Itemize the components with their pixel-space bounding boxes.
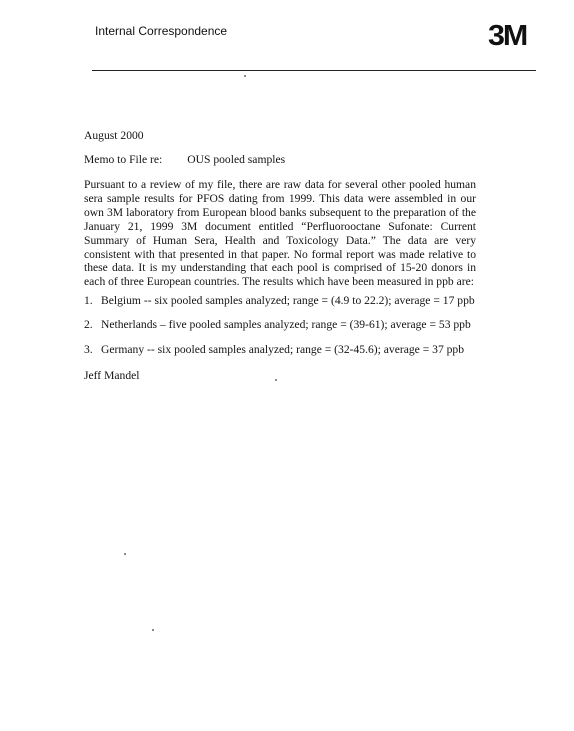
memo-to-label: Memo to File re: [84, 153, 163, 166]
memo-signature: Jeff Mandel [84, 369, 140, 382]
header-divider [92, 70, 536, 71]
result-text: Belgium -- six pooled samples analyzed; range = (4.9 to 22.2); average = 17 ppb [101, 294, 475, 307]
scan-speck [152, 629, 154, 631]
scan-speck [244, 75, 246, 77]
memo-body-paragraph: Pursuant to a review of my file, there are raw data for several other pooled human sera sample results for PFOS dating from 1999. This data were assembled in our own 3M laboratory from European blood banks subsequent to the preparation of the January 21, 1999 3M document entitled “Perfluorooctane Sufonate: Current Summary of Human Sera, Health and Toxicology Data.” The data are very consistent with that presented in that paper. No formal report was made relative to these data. It is my understanding that each pool is comprised of 15-20 donors in each of three European countries. The results which have been measured in ppb are: [84, 178, 476, 289]
company-logo: 3M [488, 20, 527, 52]
result-item [84, 294, 475, 308]
memo-subject-line [84, 153, 285, 166]
result-text: Germany -- six pooled samples analyzed; range = (32-45.6); average = 37 ppb [101, 343, 465, 356]
header-title: Internal Correspondence [95, 24, 228, 38]
result-number: 1. [84, 294, 93, 307]
memo-date: August 2000 [84, 129, 144, 142]
scan-speck [124, 553, 126, 555]
result-number: 3. [84, 343, 93, 356]
scan-speck [275, 379, 277, 381]
result-item [84, 343, 464, 357]
result-item [84, 318, 471, 332]
memo-subject: OUS pooled samples [187, 153, 286, 166]
result-text: Netherlands – five pooled samples analyzed; range = (39-61); average = 53 ppb [101, 318, 471, 331]
result-number: 2. [84, 318, 93, 331]
